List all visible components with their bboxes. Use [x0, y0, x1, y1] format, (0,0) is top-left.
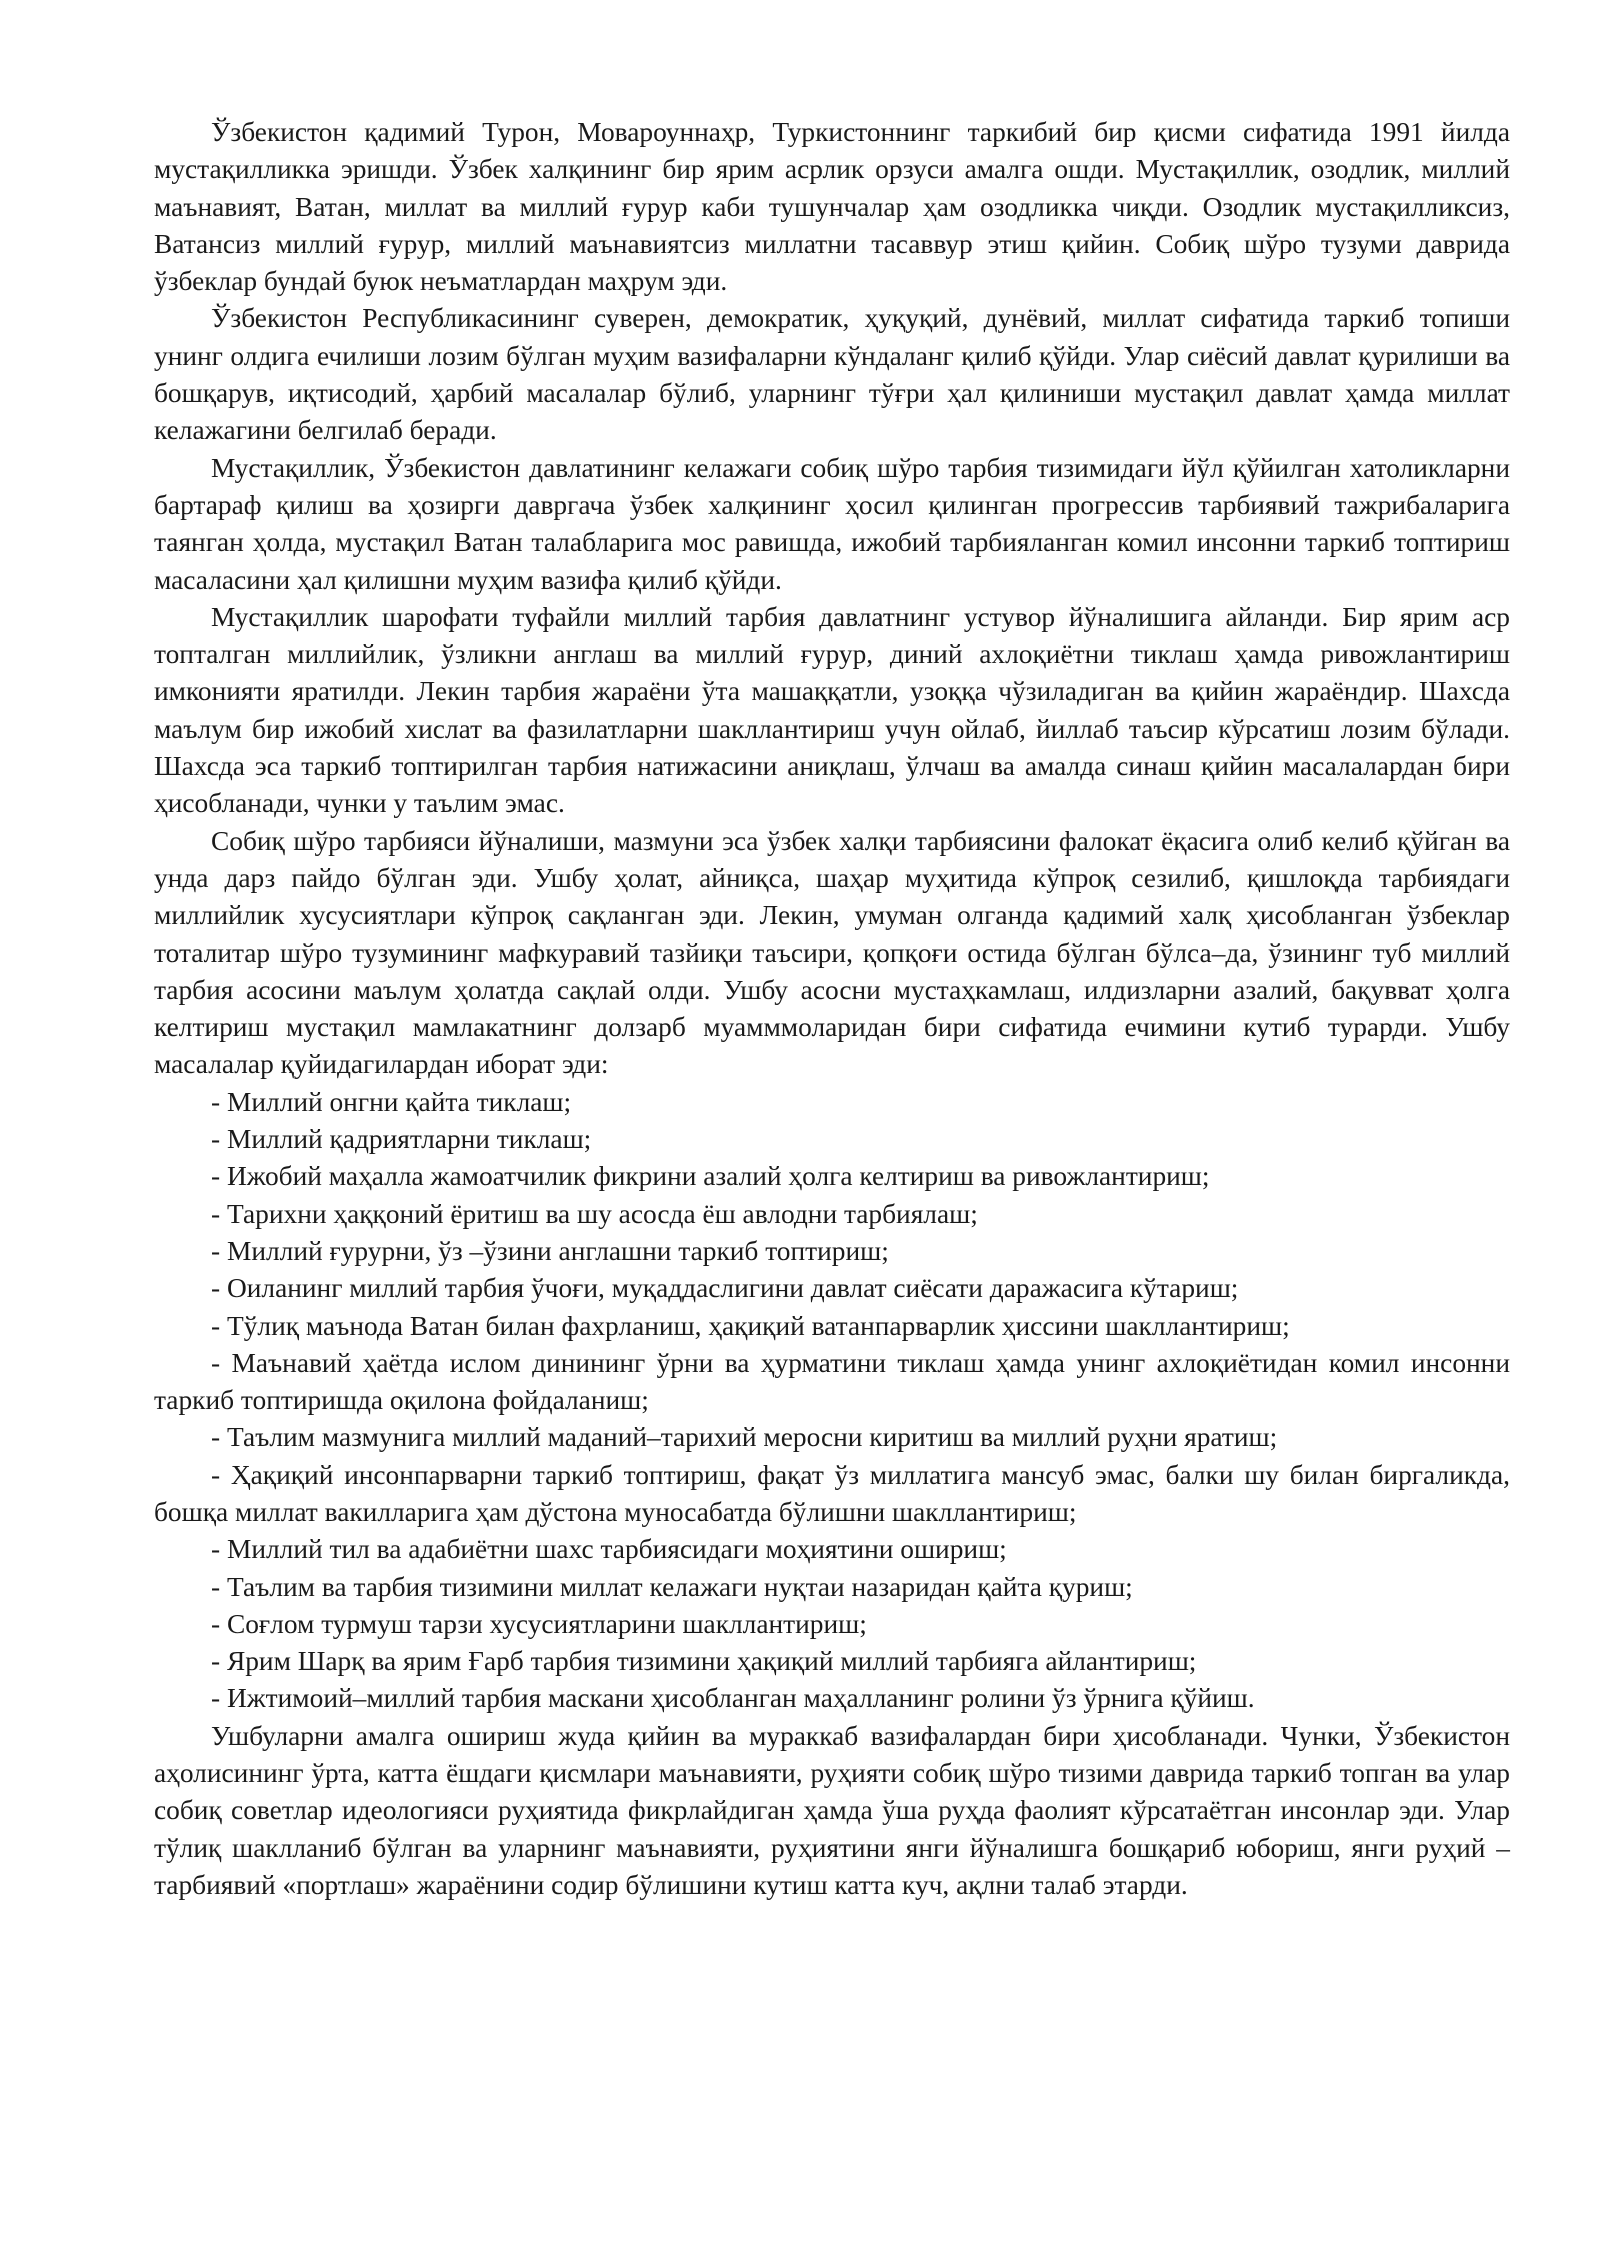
list-item: - Таълим мазмунига миллий маданий–тарихий меросни киритиш ва миллий руҳни яратиш; [211, 1422, 1278, 1453]
list-item: - Таълим ва тарбия тизимини миллат келажаги нуқтаи назаридан қайта қуриш; [211, 1571, 1133, 1602]
paragraph-soviet-upbringing: Собиқ шўро тарбияси йўналиши, мазмуни эса ўзбек халқи тарбиясини фалокат ёқасига олиб келиб қўйган ва унда дарз пайдо бўлган эди. Ушбу ҳолат, айниқса, шаҳар муҳитида кўпроқ сезилиб, қишлоқда тарбиядаги миллийлик хусусиятлари кўпроқ сақланган эди. Лекин, умуман олганда қадимий халқ ҳисобланган ўзбеклар тоталитар шўро тузумининг мафкуравий тазйиқи таъсири, қопқоғи остида бўлган бўлса–да, ўзининг туб миллий тарбия асосини маълум ҳолатда сақлай олди. Ушбу асосни мустаҳкамлаш, илдизларни азалий, бақувват ҳолга келтириш мустақил мамлакатнинг долзарб муамммоларидан бири сифатида ечимини кутиб турарди. Ушбу масалалар қуйидагилардан иборат эди: [154, 825, 1510, 1080]
list-item: - Миллий қадриятларни тиклаш; [211, 1124, 592, 1155]
paragraph-national-upbringing: Мустақиллик шарофати туфайли миллий тарбия давлатнинг устувор йўналишига айланди. Бир ярим аср топталган миллийлик, ўзликни англаш ва миллий ғурур, диний ахлоқиётни тиклаш ҳамда ривожлантириш имконияти яратилди. Лекин тарбия жараёни ўта машаққатли, узоққа чўзиладиган ва қийин жараёндир. Шахсда маълум бир ижобий хислат ва фазилатларни шакллантириш учун ойлаб, йиллаб таъсир кўрсатиш лозим бўлади. Шахсда эса таркиб топтирилган тарбия натижасини аниқлаш, ўлчаш ва амалда синаш қийин масалалардан бири ҳисобланади, чунки у таълим эмас. [154, 601, 1510, 819]
list-item: - Ижтимоий–миллий тарбия маскани ҳисобланган маҳалланинг ролини ўз ўрнига қўйиш. [211, 1683, 1255, 1714]
list-item: - Миллий онгни қайта тиклаш; [211, 1086, 572, 1117]
list-item: - Оиланинг миллий тарбия ўчоғи, муқаддаслигини давлат сиёсати даражасига кўтариш; [211, 1273, 1239, 1304]
list-item: - Миллий тил ва адабиётни шахс тарбиясидаги моҳиятини ошириш; [211, 1534, 1007, 1565]
paragraph-conclusion: Ушбуларни амалга ошириш жуда қийин ва мураккаб вазифалардан бири ҳисобланади. Чунки, Ўзбекистон аҳолисининг ўрта, катта ёшдаги қисмлари маънавияти, руҳияти собиқ шўро тизими даврида таркиб топган ва улар собиқ советлар идеологияси руҳиятида фикрлайдиган ҳамда ўша руҳда фаолият кўрсатаётган инсонлар эди. Улар тўлиқ шаклланиб бўлган ва уларнинг маънавияти, руҳиятини янги йўналишга бошқариб юбориш, янги руҳий – тарбиявий «портлаш» жараёнини содир бўлишини кутиш катта куч, ақлни талаб этарди. [154, 1720, 1510, 1900]
list-item: - Маънавий ҳаётда ислом динининг ўрни ва ҳурматини тиклаш ҳамда унинг ахлоқиётидан комил инсонни таркиб топтиришда оқилона фойдаланиш; [154, 1347, 1510, 1416]
paragraph-republic-tasks: Ўзбекистон Республикасининг суверен, демократик, ҳуқуқий, дунёвий, миллат сифатида таркиб топиши унинг олдига ечилиши лозим бўлган муҳим вазифаларни кўндаланг қилиб қўйди. Улар сиёсий давлат қурилиши ва бошқарув, иқтисодий, ҳарбий масалалар бўлиб, уларнинг тўғри ҳал қилиниши мустақил давлат ҳамда миллат келажагини белгилаб беради. [154, 303, 1510, 446]
document-page [154, 114, 1510, 1904]
list-item: - Тарихни ҳаққоний ёритиш ва шу асосда ёш авлодни тарбиялаш; [211, 1198, 978, 1229]
paragraph-independence-future: Мустақиллик, Ўзбекистон давлатининг келажаги собиқ шўро тарбия тизимидаги йўл қўйилган хатоликларни бартараф қилиш ва ҳозирги давргача ўзбек халқининг ҳосил қилинган прогрессив тарбиявий тажрибаларига таянган ҳолда, мустақил Ватан талабларига мос равишда, ижобий тарбияланган комил инсонни таркиб топтириш масаласини ҳал қилишни муҳим вазифа қилиб қўйди. [154, 452, 1510, 595]
list-item: - Ярим Шарқ ва ярим Ғарб тарбия тизимини ҳақиқий миллий тарбияга айлантириш; [211, 1646, 1197, 1677]
list-item: - Ижобий маҳалла жамоатчилик фикрини азалий ҳолга келтириш ва ривожлантириш; [211, 1161, 1210, 1192]
list-item: - Миллий ғурурни, ўз –ўзини англашни таркиб топтириш; [211, 1235, 889, 1266]
list-item: - Соғлом турмуш тарзи хусусиятларини шакллантириш; [211, 1608, 867, 1639]
list-item: - Ҳақиқий инсонпарварни таркиб топтириш, фақат ўз миллатига мансуб эмас, балки шу билан биргаликда, бошқа миллат вакилларига ҳам дўстона муносабатда бўлишни шакллантириш; [154, 1459, 1510, 1527]
paragraph-independence: Ўзбекистон қадимий Турон, Мовароуннаҳр, Туркистоннинг таркибий бир қисми сифатида 1991 йилда мустақилликка эришди. Ўзбек халқининг бир ярим асрлик орзуси амалга ошди. Мустақиллик, озодлик, миллий маънавият, Ватан, миллат ва миллий ғурур каби тушунчалар ҳам озодликка чиқди. Озодлик мустақилликсиз, Ватансиз миллий ғурур, миллий маънавиятсиз миллатни тасаввур этиш қийин. Собиқ шўро тузуми даврида ўзбеклар бундай буюк неъматлардан маҳрум эди. [154, 117, 1510, 297]
list-item: - Тўлиқ маънода Ватан билан фахрланиш, ҳақиқий ватанпарварлик ҳиссини шакллантириш; [211, 1310, 1290, 1341]
tasks-list [154, 1084, 1510, 1718]
